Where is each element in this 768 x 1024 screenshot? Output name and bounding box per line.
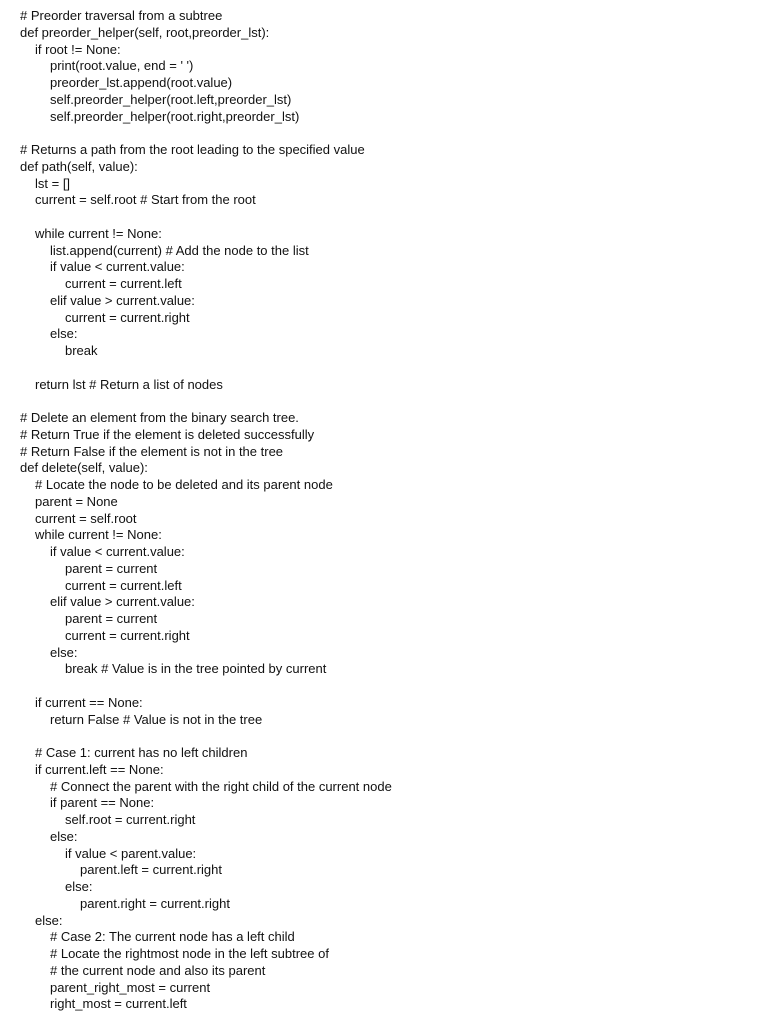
- code-line: return lst # Return a list of nodes: [35, 376, 223, 392]
- code-line: def path(self, value):: [20, 158, 138, 174]
- blank-line: [20, 728, 760, 745]
- code-line: elif value > current.value:: [50, 594, 195, 610]
- code-line: # Returns a path from the root leading to the specified value: [20, 142, 365, 157]
- blank-line: [20, 393, 760, 410]
- code-line: current = current.left: [65, 577, 182, 593]
- code-line: self.preorder_helper(root.left,preorder_lst): [50, 91, 292, 107]
- code-line: parent = current: [65, 560, 158, 576]
- code-line: if value < parent.value:: [65, 845, 197, 861]
- code-line: def delete(self, value):: [20, 460, 148, 476]
- blank-line: [20, 209, 760, 226]
- code-line: self.preorder_helper(root.right,preorder_lst): [50, 108, 300, 124]
- code-line: parent.left = current.right: [80, 862, 222, 878]
- code-line: # Return False if the element is not in the tree: [20, 443, 284, 459]
- code-line: def preorder_helper(self, root,preorder_lst):: [20, 24, 270, 40]
- code-line: elif value > current.value:: [50, 292, 195, 308]
- code-line: if value < current.value:: [50, 544, 185, 559]
- code-line: else:: [65, 879, 93, 894]
- code-line: # the current node and also its parent: [50, 962, 266, 978]
- code-line: lst = []: [35, 175, 71, 191]
- code-line: parent = None: [35, 493, 118, 509]
- code-line: else:: [50, 828, 78, 844]
- code-line: # Connect the parent with the right child of the current node: [50, 778, 392, 794]
- blank-line: [20, 360, 760, 377]
- code-line: if current.left == None:: [35, 761, 164, 777]
- code-line: # Delete an element from the binary search tree.: [20, 410, 299, 425]
- code-line: while current != None:: [35, 527, 162, 543]
- code-line: # Case 2: The current node has a left child: [50, 929, 295, 945]
- code-line: # Return True if the element is deleted successfully: [20, 426, 315, 442]
- code-line: if root != None:: [35, 41, 121, 57]
- code-line: if parent == None:: [50, 795, 155, 811]
- blank-line: [20, 125, 760, 142]
- code-line: preorder_lst.append(root.value): [50, 75, 233, 90]
- code-line: right_most = current.left: [50, 996, 187, 1012]
- blank-line: [20, 678, 760, 695]
- code-document: [20, 8, 760, 1013]
- code-line: current = current.left: [65, 276, 182, 291]
- code-line: current = current.right: [65, 627, 190, 643]
- code-line: parent = current: [65, 611, 158, 626]
- code-line: break: [65, 343, 98, 358]
- code-line: while current != None:: [35, 225, 162, 241]
- code-line: # Preorder traversal from a subtree: [20, 8, 223, 23]
- code-line: print(root.value, end = ' '): [50, 58, 194, 74]
- code-line: self.root = current.right: [65, 812, 196, 827]
- code-line: current = self.root: [35, 510, 137, 526]
- code-line: break # Value is in the tree pointed by current: [65, 661, 327, 677]
- code-line: else:: [50, 644, 78, 660]
- code-line: list.append(current) # Add the node to the list: [50, 242, 309, 258]
- code-line: # Case 1: current has no left children: [35, 745, 248, 760]
- code-line: parent_right_most = current: [50, 979, 211, 995]
- code-line: # Locate the rightmost node in the left subtree of: [50, 946, 329, 961]
- code-line: return False # Value is not in the tree: [50, 711, 263, 727]
- code-line: if current == None:: [35, 694, 143, 710]
- code-line: current = current.right: [65, 309, 190, 325]
- code-line: if value < current.value:: [50, 259, 185, 275]
- code-line: parent.right = current.right: [80, 895, 230, 911]
- code-line: else:: [50, 326, 78, 342]
- code-line: # Locate the node to be deleted and its parent node: [35, 477, 333, 492]
- code-line: else:: [35, 912, 63, 928]
- code-line: current = self.root # Start from the root: [35, 192, 256, 208]
